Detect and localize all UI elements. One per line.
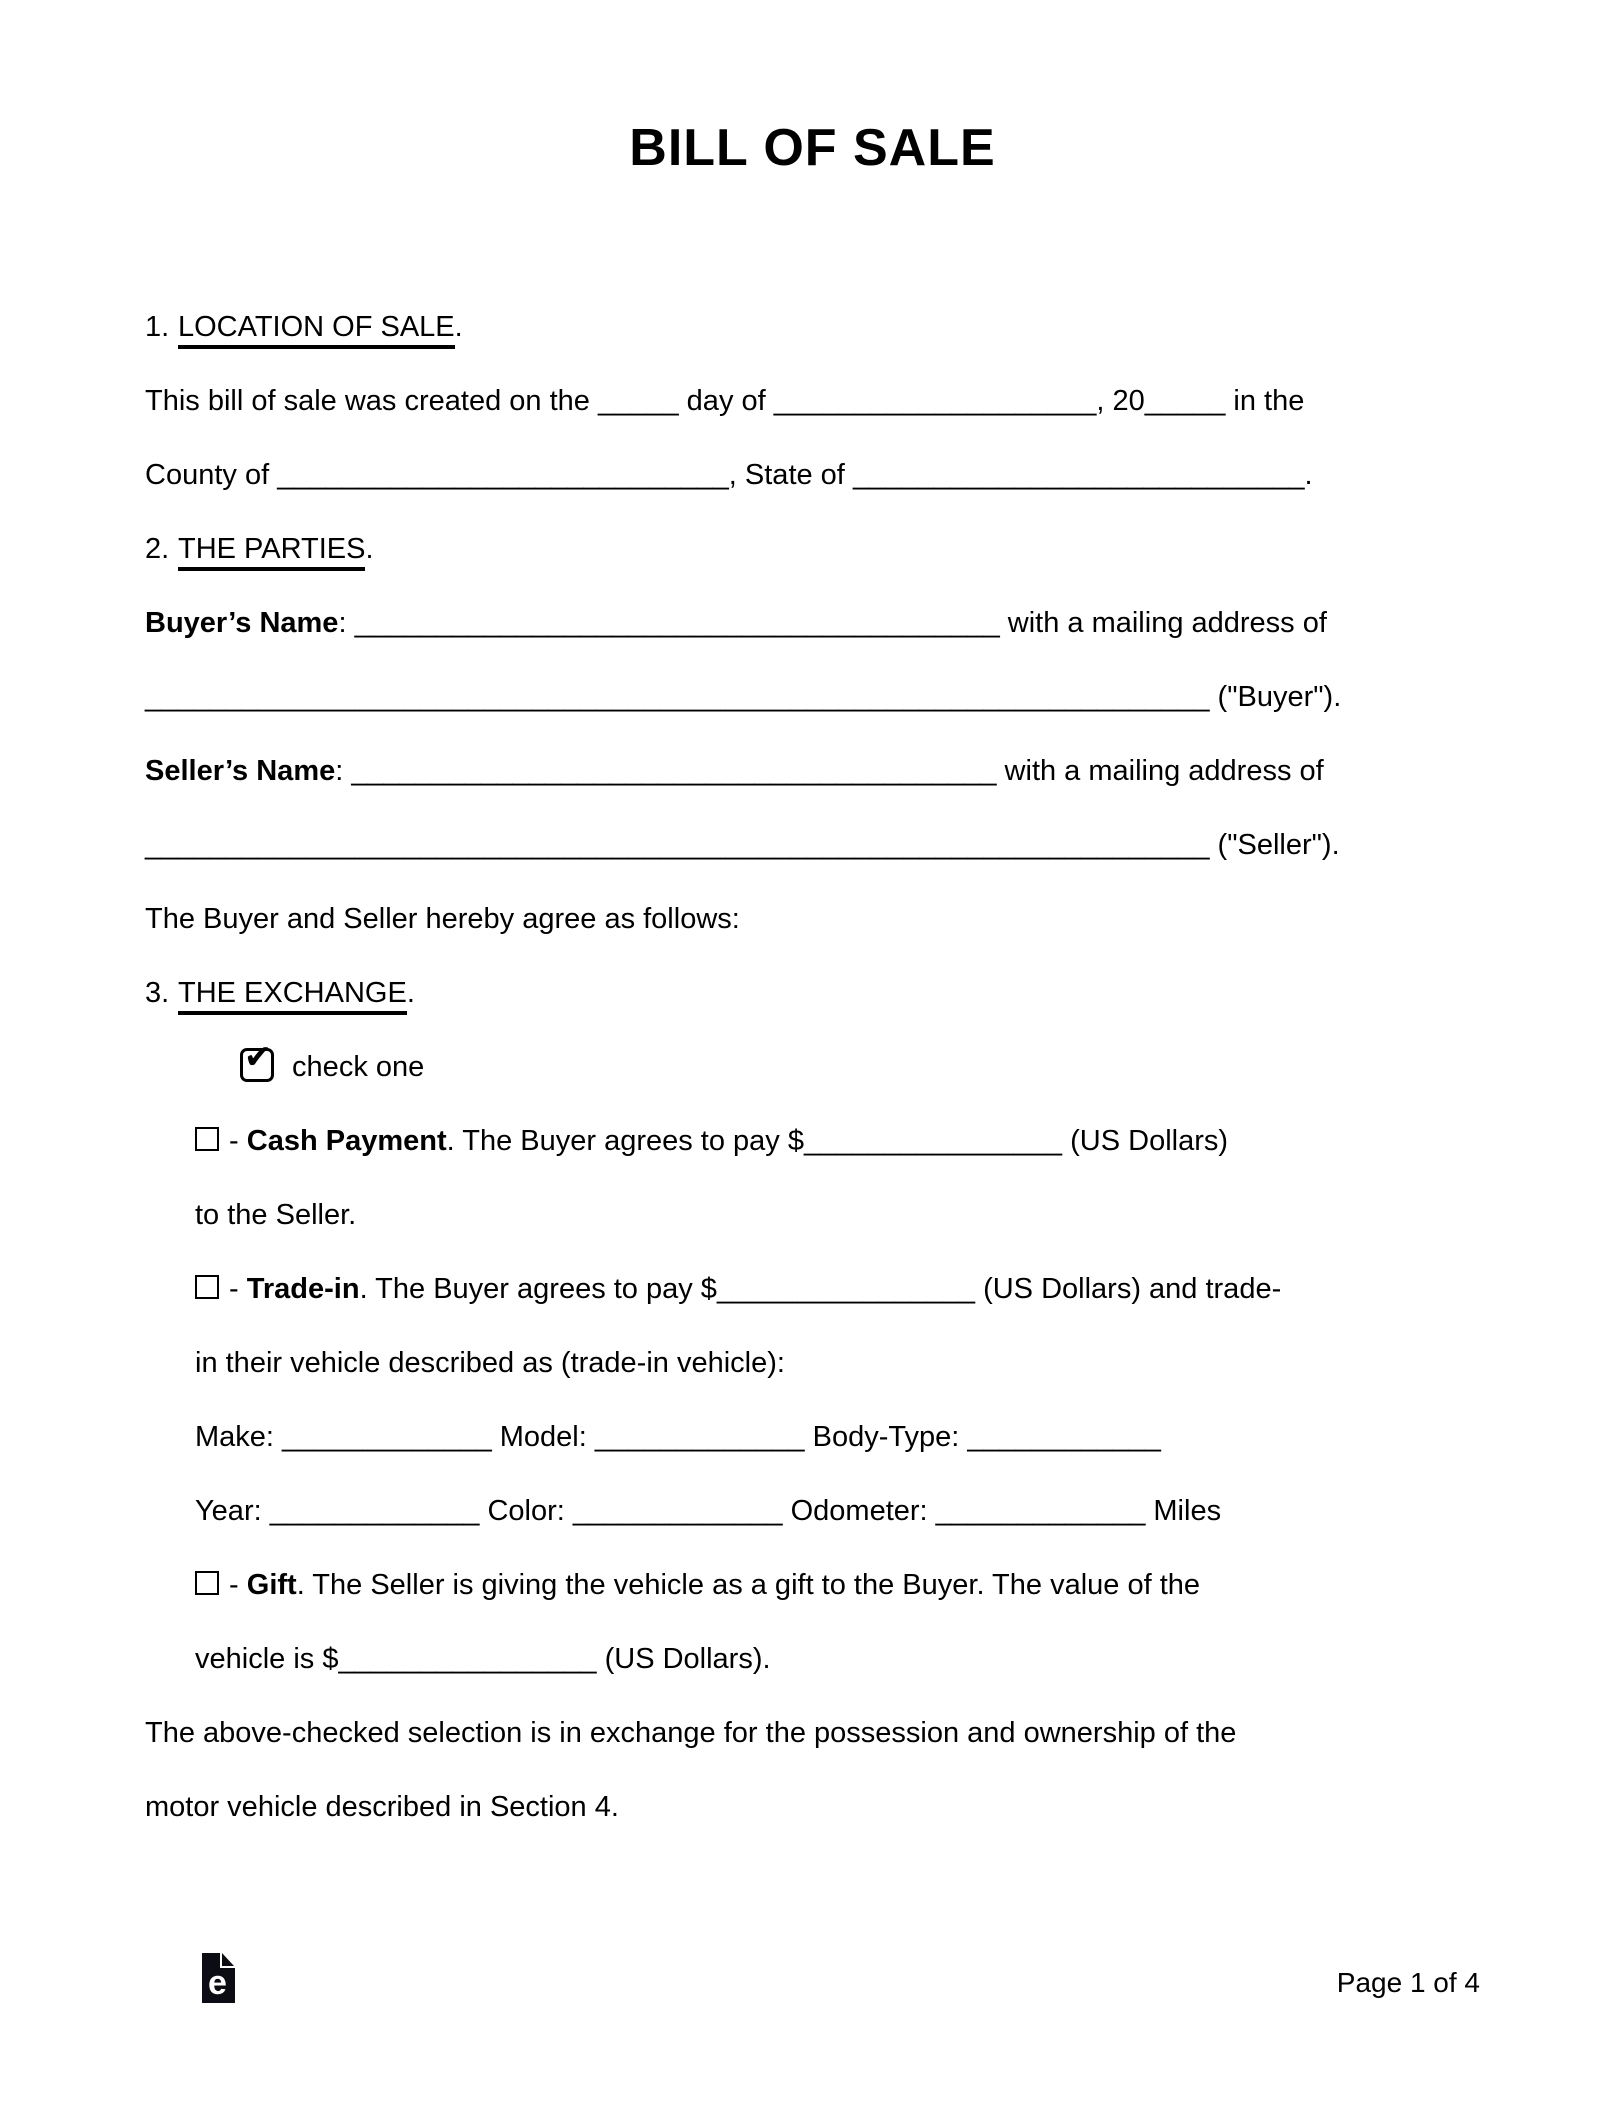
eforms-logo-letter: e	[208, 1964, 227, 2002]
vehicle-fields-row-2	[145, 1474, 1480, 1548]
text-segment: The Buyer and Seller hereby agree as follows:	[145, 903, 740, 935]
trade-in-line	[145, 1252, 1480, 1326]
gift-line	[145, 1548, 1480, 1622]
body-type-label: Body-Type:	[804, 1421, 968, 1453]
buyer-name-blank[interactable]: ________________________________________	[354, 607, 1000, 639]
closing-line-2	[145, 1770, 1480, 1844]
cash-payment-line-2	[145, 1178, 1480, 1252]
buyer-name-label: Buyer’s Name	[145, 607, 339, 639]
section1-number: 1.	[145, 311, 170, 343]
section1-heading: LOCATION OF SALE	[178, 311, 455, 349]
seller-address-line	[145, 808, 1480, 882]
seller-name-blank[interactable]: ________________________________________	[351, 755, 997, 787]
gift-label: Gift	[246, 1569, 297, 1601]
gift-value-blank[interactable]: ________________	[338, 1643, 597, 1675]
section2-heading: THE PARTIES	[178, 533, 365, 571]
text-segment: to the Seller.	[195, 1199, 357, 1231]
text-segment: -	[221, 1273, 247, 1305]
day-blank[interactable]: _____	[597, 385, 679, 417]
model-label: Model:	[491, 1421, 595, 1453]
month-blank[interactable]: ____________________	[773, 385, 1097, 417]
color-label: Color:	[479, 1495, 573, 1527]
seller-name-label: Seller’s Name	[145, 755, 336, 787]
location-intro-line-2	[145, 438, 1480, 512]
text-segment: . The Buyer agrees to pay $	[359, 1273, 717, 1305]
text-segment: :	[335, 755, 352, 787]
text-segment: . The Seller is giving the vehicle as a gift to the Buyer. The value of the	[296, 1569, 1201, 1601]
check-one-line	[145, 1030, 1480, 1104]
cash-payment-checkbox-icon[interactable]	[195, 1127, 219, 1151]
buyer-name-line	[145, 586, 1480, 660]
section3-heading-period: .	[406, 977, 415, 1009]
gift-checkbox-icon[interactable]	[195, 1571, 219, 1595]
text-segment: ("Seller").	[1209, 829, 1340, 861]
check-mark-glyph: ✔	[244, 1037, 272, 1076]
text-segment: in their vehicle described as (trade-in vehicle):	[195, 1347, 785, 1379]
text-segment: .	[1304, 459, 1313, 491]
trade-amount-blank[interactable]: ________________	[716, 1273, 976, 1305]
document-content	[145, 0, 1480, 1844]
text-segment: , State of	[728, 459, 853, 491]
check-one-label: check one	[284, 1051, 425, 1083]
text-segment: with a mailing address of	[999, 607, 1327, 639]
trade-in-label: Trade-in	[246, 1273, 360, 1305]
text-segment: vehicle is $	[195, 1643, 339, 1675]
trade-in-checkbox-icon[interactable]	[195, 1275, 219, 1299]
model-blank[interactable]: _____________	[594, 1421, 805, 1453]
text-segment: , 20	[1096, 385, 1145, 417]
section2-heading-line	[145, 512, 1480, 586]
state-blank[interactable]: ____________________________	[852, 459, 1305, 491]
page-indicator: Page 1 of 4	[1336, 1967, 1480, 1998]
closing-line-1	[145, 1696, 1480, 1770]
section2-number: 2.	[145, 533, 170, 565]
cash-payment-label: Cash Payment	[246, 1125, 447, 1157]
make-blank[interactable]: _____________	[282, 1421, 492, 1453]
buyer-address-blank[interactable]: __________________________________________________________________	[145, 681, 1210, 713]
odometer-label: Odometer:	[782, 1495, 936, 1527]
document-title: BILL OF SALE	[629, 119, 996, 177]
cash-amount-blank[interactable]: ________________	[804, 1125, 1063, 1157]
text-segment: (US Dollars).	[596, 1643, 771, 1675]
text-segment: -	[221, 1569, 247, 1601]
section3-heading: THE EXCHANGE	[178, 977, 407, 1015]
location-intro-line-1	[145, 364, 1480, 438]
county-blank[interactable]: ____________________________	[277, 459, 729, 491]
section3-heading-line	[145, 956, 1480, 1030]
text-segment: ("Buyer").	[1209, 681, 1342, 713]
text-segment: . The Buyer agrees to pay $	[446, 1125, 804, 1157]
section1-heading-line	[145, 290, 1480, 364]
trade-in-line-2	[145, 1326, 1480, 1400]
year-label: Year:	[195, 1495, 270, 1527]
checked-checkbox-icon	[240, 1037, 274, 1082]
text-segment: -	[221, 1125, 247, 1157]
body-type-blank[interactable]: ____________	[967, 1421, 1161, 1453]
vehicle-fields-row-1	[145, 1400, 1480, 1474]
text-segment: The above-checked selection is in exchange for the possession and ownership of the	[145, 1717, 1237, 1749]
text-segment: day of	[678, 385, 774, 417]
year-blank[interactable]: _____	[1144, 385, 1226, 417]
make-label: Make:	[195, 1421, 283, 1453]
text-segment: in the	[1225, 385, 1305, 417]
vehicle-year-blank[interactable]: _____________	[269, 1495, 480, 1527]
eforms-logo-icon	[202, 1953, 235, 2003]
cash-payment-line	[145, 1104, 1480, 1178]
text-segment: :	[338, 607, 355, 639]
buyer-address-line	[145, 660, 1480, 734]
text-segment: County of	[145, 459, 278, 491]
seller-name-line	[145, 734, 1480, 808]
section2-heading-period: .	[365, 533, 374, 565]
color-blank[interactable]: _____________	[572, 1495, 783, 1527]
odometer-blank[interactable]: _____________	[935, 1495, 1146, 1527]
text-segment: (US Dollars) and trade-	[975, 1273, 1282, 1305]
text-segment: motor vehicle described in Section 4.	[145, 1791, 619, 1823]
miles-label: Miles	[1145, 1495, 1222, 1527]
text-segment: with a mailing address of	[996, 755, 1324, 787]
section1-heading-period: .	[454, 311, 463, 343]
agreement-intro-line	[145, 882, 1480, 956]
seller-address-blank[interactable]: __________________________________________________________________	[145, 829, 1210, 861]
text-segment: (US Dollars)	[1062, 1125, 1229, 1157]
gift-line-2	[145, 1622, 1480, 1696]
text-segment: This bill of sale was created on the	[145, 385, 598, 417]
section3-number: 3.	[145, 977, 170, 1009]
